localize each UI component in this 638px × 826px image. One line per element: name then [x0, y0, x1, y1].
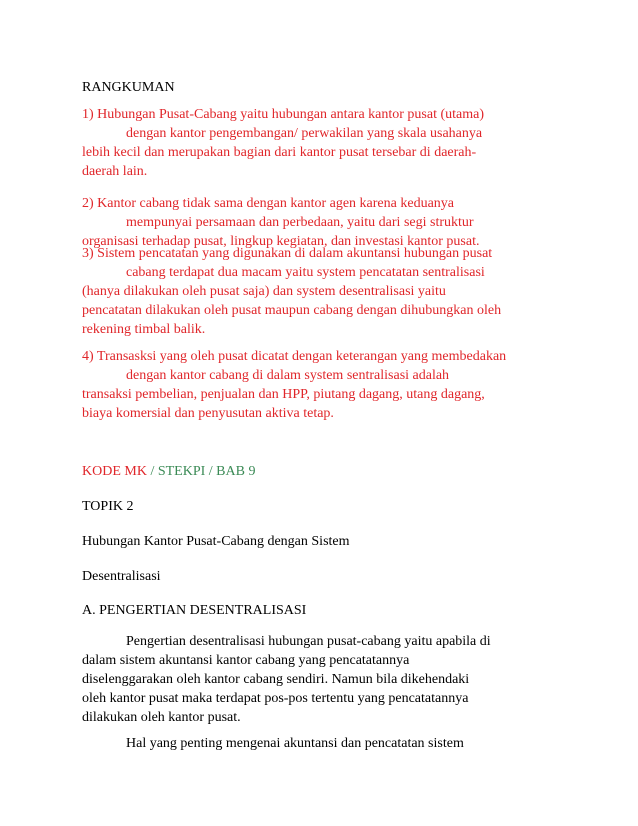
summary-item-2-line-3: organisasi terhadap pusat, lingkup kegiatan, dan investasi kantor pusat.: [82, 234, 480, 249]
paragraph-2-line-1: Hal yang penting mengenai akuntansi dan pencatatan sistem: [126, 736, 464, 751]
summary-item-1-line-4: daerah lain.: [82, 164, 148, 179]
title-line-1-block: [82, 532, 546, 551]
paragraph-1: [82, 632, 546, 727]
summary-item-3: [82, 244, 546, 339]
paragraph-1-line-3: diselenggarakan oleh kantor cabang sendiri. Namun bila dikehendaki: [82, 672, 470, 687]
title-line-2: Desentralisasi: [82, 569, 161, 584]
summary-item-3-line-3: (hanya dilakukan oleh pusat saja) dan system desentralisasi yaitu: [82, 284, 446, 299]
summary-item-2-line-1: 2) Kantor cabang tidak sama dengan kantor agen karena keduanya: [82, 196, 455, 211]
title-line-1: Hubungan Kantor Pusat-Cabang dengan Sistem: [82, 534, 350, 549]
paragraph-1-line-4: oleh kantor pusat maka terdapat pos-pos tertentu yang pencatatannya: [82, 691, 469, 706]
paragraph-1-line-1: Pengertian desentralisasi hubungan pusat-cabang yaitu apabila di: [126, 634, 491, 649]
summary-item-4-line-3: transaksi pembelian, penjualan dan HPP, piutang dagang, utang dagang,: [82, 387, 485, 402]
summary-item-1-line-2: dengan kantor pengembangan/ perwakilan yang skala usahanya: [126, 126, 483, 141]
paragraph-1-line-5: dilakukan oleh kantor pusat.: [82, 710, 241, 725]
course-code-detail: / STEKPI / BAB 9: [146, 464, 256, 479]
summary-item-4-line-2: dengan kantor cabang di dalam system sentralisasi adalah: [126, 368, 450, 383]
topic-label: TOPIK 2: [82, 499, 134, 514]
summary-item-3-line-5: rekening timbal balik.: [82, 322, 206, 337]
summary-item-3-line-2: cabang terdapat dua macam yaitu system pencatatan sentralisasi: [126, 265, 485, 280]
section-heading: A. PENGERTIAN DESENTRALISASI: [82, 603, 307, 618]
course-code: KODE MK: [82, 464, 147, 479]
summary-item-4: [82, 347, 546, 423]
paragraph-1-line-2: dalam sistem akuntansi kantor cabang yang pencatatannya: [82, 653, 410, 668]
summary-heading-block: [82, 78, 546, 97]
paragraph-2: [82, 734, 546, 753]
summary-item-3-line-1: 3) Sistem pencatatan yang digunakan di dalam akuntansi hubungan pusat: [82, 246, 493, 261]
summary-item-2: [82, 194, 546, 251]
title-line-2-block: [82, 567, 546, 586]
summary-heading: RANGKUMAN: [82, 80, 175, 95]
summary-item-2-line-2: mempunyai persamaan dan perbedaan, yaitu dari segi struktur: [126, 215, 474, 230]
topic-block: [82, 497, 546, 516]
summary-item-1-line-1: 1) Hubungan Pusat-Cabang yaitu hubungan antara kantor pusat (utama): [82, 107, 485, 122]
summary-item-4-line-1: 4) Transasksi yang oleh pusat dicatat dengan keterangan yang membedakan: [82, 349, 507, 364]
summary-item-3-line-4: pencatatan dilakukan oleh pusat maupun cabang dengan dihubungkan oleh: [82, 303, 502, 318]
summary-item-1: [82, 105, 546, 181]
section-heading-block: [82, 601, 546, 620]
summary-item-1-line-3: lebih kecil dan merupakan bagian dari kantor pusat tersebar di daerah-: [82, 145, 477, 160]
summary-item-4-line-4: biaya komersial dan penyusutan aktiva tetap.: [82, 406, 334, 421]
course-code-line: [82, 462, 546, 481]
